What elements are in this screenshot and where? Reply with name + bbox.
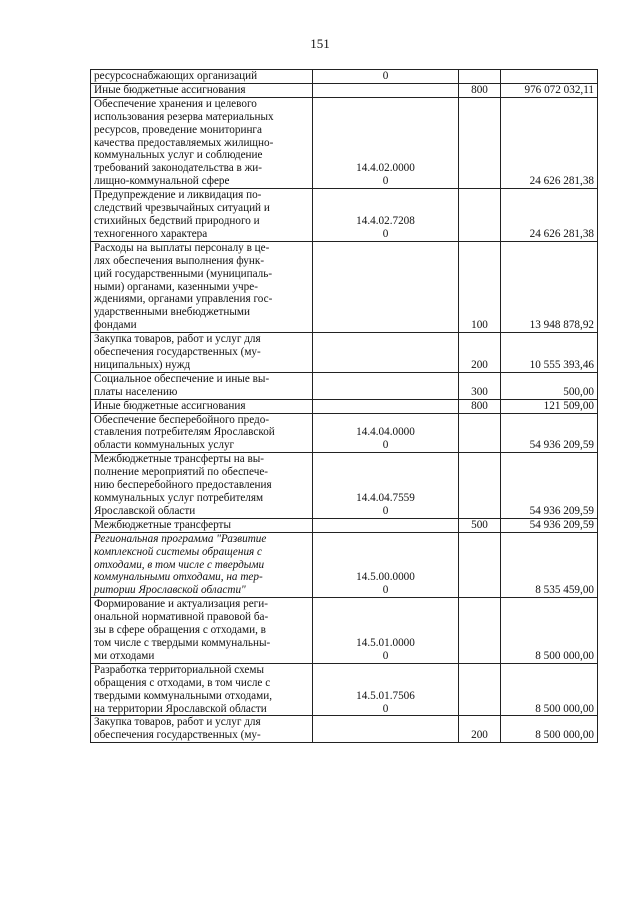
amount-cell (501, 663, 598, 716)
target-code-text: 14.5.00.0000 0 (356, 571, 415, 597)
expense-name-text: Региональная программа "Развитие комплексной системы обращения с отходами, в том числе с твердыми коммунальными отходами, на тер- ритории Ярославской области" (94, 532, 267, 597)
expense-name-cell (91, 241, 313, 332)
expense-name-text: Закупка товаров, работ и услуг для обеспечения государственных (му- (94, 716, 261, 742)
amount-text: 8 535 459,00 (535, 584, 594, 597)
amount-cell (501, 598, 598, 664)
amount-text: 8 500 000,00 (535, 729, 594, 742)
target-code-cell (313, 241, 459, 332)
expense-name-cell (91, 83, 313, 97)
expense-type-text: 200 (471, 358, 488, 371)
table-row (91, 399, 598, 413)
expense-name-text: Иные бюджетные ассигнования (94, 83, 246, 96)
target-code-text: 14.5.01.7506 0 (356, 689, 415, 715)
expense-name-cell (91, 716, 313, 743)
target-code-cell (313, 716, 459, 743)
expense-type-cell (459, 453, 501, 519)
expense-type-cell (459, 413, 501, 453)
amount-text: 10 555 393,46 (529, 358, 594, 371)
expense-name-text: ресурсоснабжающих организаций (94, 70, 258, 82)
target-code-cell (313, 333, 459, 373)
amount-text: 54 936 209,59 (529, 439, 594, 452)
expense-type-cell (459, 241, 501, 332)
target-code-text: 14.4.02.7208 0 (356, 214, 415, 240)
expense-type-cell (459, 598, 501, 664)
amount-cell (501, 532, 598, 598)
expense-name-cell (91, 413, 313, 453)
target-code-cell (313, 453, 459, 519)
expense-name-cell (91, 399, 313, 413)
amount-text: 24 626 281,38 (529, 175, 594, 188)
target-code-cell (313, 532, 459, 598)
budget-table (90, 69, 598, 743)
amount-text: 24 626 281,38 (529, 227, 594, 240)
amount-cell (501, 70, 598, 84)
expense-name-text: Предупреждение и ликвидация по- следствий чрезвычайных ситуаций и стихийных бедствий природного и техногенного характера (94, 189, 270, 240)
table-row (91, 70, 598, 84)
amount-text: 8 500 000,00 (535, 702, 594, 715)
expense-name-text: Межбюджетные трансферты на вы- полнение мероприятий по обеспече- нию бесперебойного предоставления коммунальных услуг потребителям Ярославской области (94, 453, 272, 517)
expense-type-cell (459, 532, 501, 598)
expense-name-cell (91, 663, 313, 716)
expense-name-text: Обеспечение хранения и целевого использования резерва материальных ресурсов, проведение мониторинга качества предоставляемых жилищно- коммунальных услуг и соблюдение требований законодательства в жи- лищно-коммунальной сфере (94, 97, 274, 188)
expense-type-text: 200 (471, 729, 488, 742)
amount-text: 54 936 209,59 (529, 518, 594, 531)
expense-type-cell (459, 83, 501, 97)
expense-name-cell (91, 518, 313, 532)
table-row (91, 663, 598, 716)
table-row (91, 716, 598, 743)
amount-cell (501, 413, 598, 453)
table-row (91, 241, 598, 332)
amount-cell (501, 189, 598, 242)
expense-type-cell (459, 97, 501, 188)
expense-name-text: Обеспечение бесперебойного предо- ставления потребителям Ярославской области коммунальных услуг (94, 413, 275, 452)
table-row (91, 413, 598, 453)
target-code-cell (313, 518, 459, 532)
amount-text: 976 072 032,11 (524, 83, 594, 96)
table-row (91, 453, 598, 519)
page-number: 151 (310, 36, 330, 51)
expense-type-text: 800 (471, 399, 488, 412)
target-code-cell (313, 70, 459, 84)
expense-type-text: 500 (471, 518, 488, 531)
target-code-cell (313, 372, 459, 399)
expense-type-cell (459, 333, 501, 373)
expense-type-cell (459, 70, 501, 84)
expense-name-text: Разработка территориальной схемы обращения с отходами, в том числе с твердыми коммунальными отходами, на территории Ярославской области (94, 663, 272, 715)
expense-name-text: Формирование и актуализация реги- ональной нормативной правовой ба- зы в сфере обращения с отходами, в том числе с твердыми коммунальны- ми отходами (94, 598, 271, 662)
expense-type-cell (459, 716, 501, 743)
target-code-text: 14.4.02.0000 0 (356, 162, 415, 188)
expense-type-text: 300 (471, 385, 488, 398)
expense-name-text: Расходы на выплаты персоналу в це- лях обеспечения выполнения функ- ций государственными (муниципаль- ными) органами, казенными учре- ждениями, органами управления гос- ударственными внебюджетными фондами (94, 241, 273, 332)
amount-text: 13 948 878,92 (529, 319, 594, 332)
target-code-cell (313, 598, 459, 664)
expense-type-cell (459, 518, 501, 532)
budget-table-body (91, 70, 598, 743)
amount-cell (501, 716, 598, 743)
expense-name-cell (91, 598, 313, 664)
amount-text: 121 509,00 (543, 399, 594, 412)
expense-name-text: Иные бюджетные ассигнования (94, 399, 246, 412)
amount-cell (501, 241, 598, 332)
table-row (91, 83, 598, 97)
target-code-cell (313, 97, 459, 188)
expense-name-cell (91, 333, 313, 373)
expense-type-cell (459, 399, 501, 413)
target-code-cell (313, 663, 459, 716)
expense-type-cell (459, 189, 501, 242)
expense-name-text: Закупка товаров, работ и услуг для обеспечения государственных (му- ниципальных) нужд (94, 333, 261, 371)
target-code-cell (313, 399, 459, 413)
table-row (91, 333, 598, 373)
expense-type-cell (459, 372, 501, 399)
expense-name-cell (91, 189, 313, 242)
expense-type-text: 800 (471, 83, 488, 96)
amount-cell (501, 453, 598, 519)
target-code-text: 0 (382, 70, 389, 82)
target-code-cell (313, 413, 459, 453)
table-row (91, 372, 598, 399)
table-row (91, 518, 598, 532)
amount-cell (501, 333, 598, 373)
expense-name-cell (91, 70, 313, 84)
amount-text: 500,00 (563, 385, 594, 398)
expense-name-text: Социальное обеспечение и иные вы- платы населению (94, 372, 270, 398)
expense-type-text: 100 (471, 319, 488, 332)
expense-name-cell (91, 532, 313, 598)
amount-cell (501, 97, 598, 188)
amount-text: 8 500 000,00 (535, 649, 594, 662)
amount-cell (501, 372, 598, 399)
table-row (91, 532, 598, 598)
amount-cell (501, 399, 598, 413)
expense-type-cell (459, 663, 501, 716)
target-code-text: 14.4.04.0000 0 (356, 426, 415, 452)
amount-text: 54 936 209,59 (529, 504, 594, 517)
target-code-text: 14.5.01.0000 0 (356, 636, 415, 662)
expense-name-text: Межбюджетные трансферты (94, 518, 231, 531)
amount-cell (501, 83, 598, 97)
target-code-cell (313, 83, 459, 97)
expense-name-cell (91, 453, 313, 519)
table-row (91, 189, 598, 242)
amount-cell (501, 518, 598, 532)
target-code-text: 14.4.04.7559 0 (356, 492, 415, 517)
target-code-cell (313, 189, 459, 242)
expense-name-cell (91, 372, 313, 399)
table-row (91, 97, 598, 188)
expense-name-cell (91, 97, 313, 188)
table-row (91, 598, 598, 664)
